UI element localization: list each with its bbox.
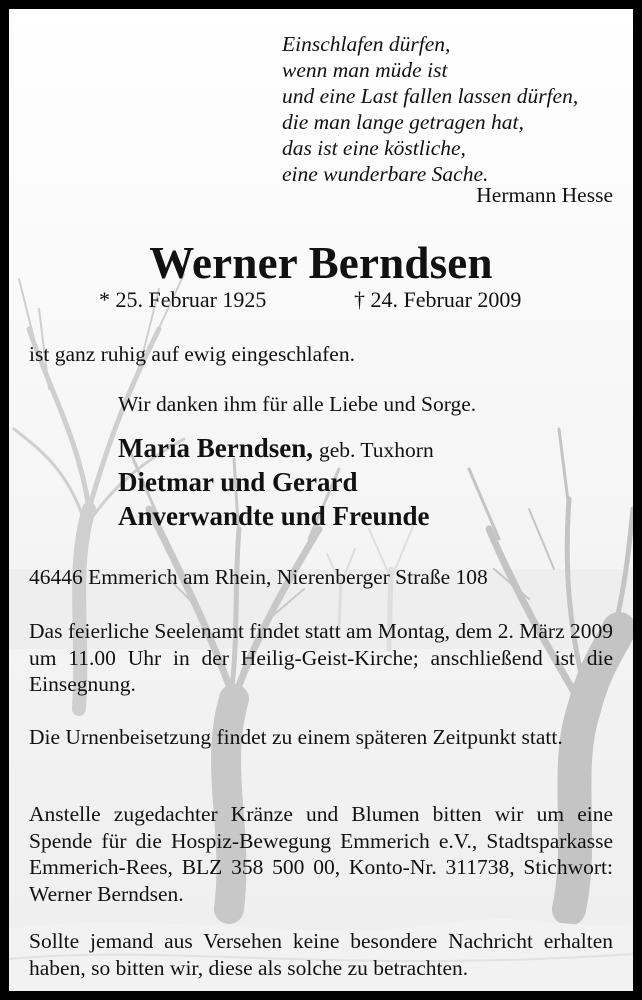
mourner-line-2: Dietmar und Gerard <box>118 467 358 497</box>
poem-line: Einschlafen dürfen, <box>282 32 451 56</box>
death-date: † 24. Februar 2009 <box>354 287 522 312</box>
birth-date: * 25. Februar 1925 <box>99 287 267 312</box>
poem-line: und eine Last fallen lassen dürfen, <box>282 84 579 108</box>
donation-paragraph: Anstelle zugedachter Kränze und Blumen bitten wir um eine Spende für die Hospiz-Bewegung Emmerich e.V., Stadtsparkasse Emmerich-Rees, BLZ 358 500 00, Konto-Nr. 311738, Stichwort: Werner Berndsen. <box>29 802 613 906</box>
maiden-name: geb. Tuxhorn <box>319 438 434 462</box>
mourner-name: Maria Berndsen, <box>118 433 313 463</box>
notice-paragraph: Sollte jemand aus Versehen keine besondere Nachricht erhalten haben, so bitten wir, diese als solche zu betrachten. <box>29 929 613 980</box>
mourner-line-1 <box>118 431 434 467</box>
poem-author: Hermann Hesse <box>476 183 613 207</box>
obituary-text <box>9 9 633 991</box>
address-text: 46446 Emmerich am Rhein, Nierenberger Straße 108 <box>29 565 488 589</box>
urn-paragraph: Die Urnenbeisetzung findet zu einem späteren Zeitpunkt statt. <box>29 725 563 749</box>
mourner-line-3: Anverwandte und Freunde <box>118 501 430 531</box>
poem-line: die man lange getragen hat, <box>282 110 524 134</box>
poem <box>282 31 622 187</box>
thanks-text: Wir danken ihm für alle Liebe und Sorge. <box>118 392 477 416</box>
poem-line: eine wunderbare Sache. <box>282 162 489 186</box>
intro-text: ist ganz ruhig auf ewig eingeschlafen. <box>29 342 355 366</box>
deceased-name: Werner Berndsen <box>149 238 493 288</box>
poem-line: wenn man müde ist <box>282 58 448 82</box>
service-paragraph: Das feierliche Seelenamt findet statt am Montag, dem 2. März 2009 um 11.00 Uhr in der Heilig-Geist-Kirche; anschließend ist die Einsegnung. <box>29 619 613 696</box>
poem-line: das ist eine köstliche, <box>282 136 466 160</box>
